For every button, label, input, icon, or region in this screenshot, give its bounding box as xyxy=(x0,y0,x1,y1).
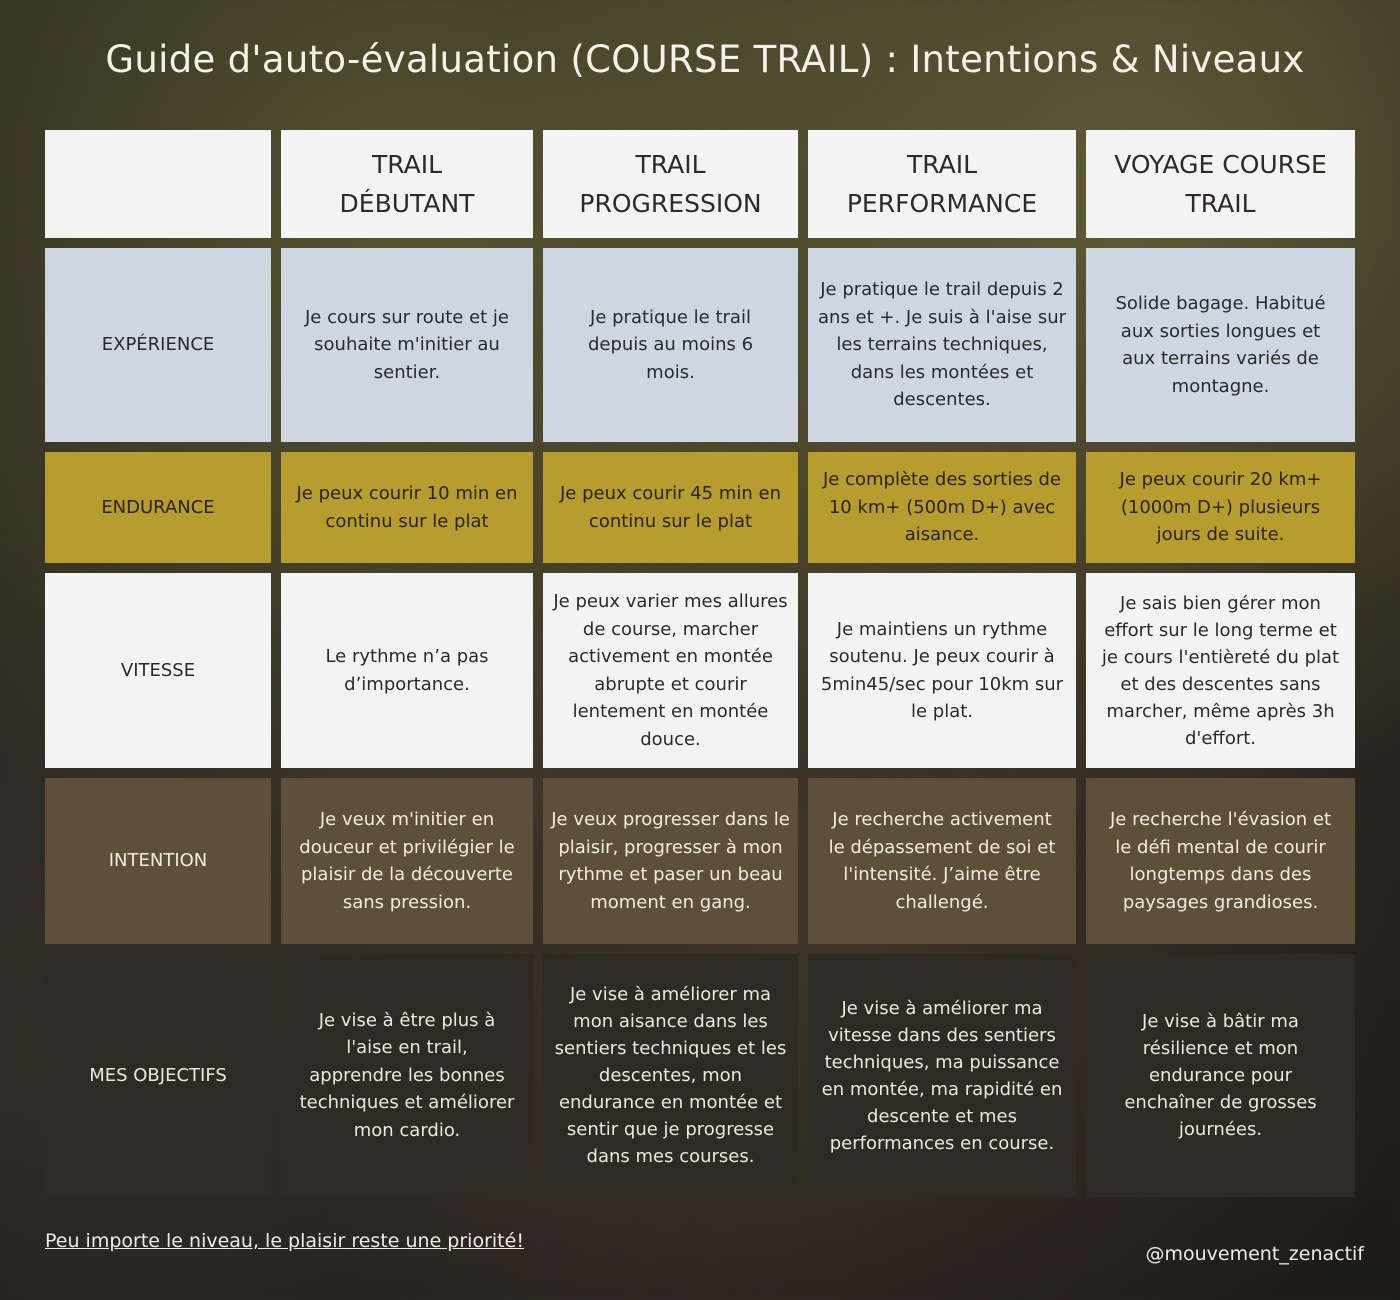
row-label-intention: INTENTION xyxy=(45,778,271,944)
cell-intention-progression: Je veux progresser dans le plaisir, progresser à mon rythme et paser un beau moment en gang. xyxy=(543,778,798,944)
column-header-performance: TRAIL PERFORMANCE xyxy=(808,130,1076,238)
cell-vitesse-debutant: Le rythme n’a pas d’importance. xyxy=(281,573,533,768)
column-header-debutant: TRAIL DÉBUTANT xyxy=(281,130,533,238)
cell-endurance-voyage: Je peux courir 20 km+ (1000m D+) plusieurs jours de suite. xyxy=(1086,452,1355,563)
cell-vitesse-progression: Je peux varier mes allures de course, marcher activement en montée abrupte et courir lentement en montée douce. xyxy=(543,573,798,768)
cell-endurance-debutant: Je peux courir 10 min en continu sur le plat xyxy=(281,452,533,563)
cell-experience-performance: Je pratique le trail depuis 2 ans et +. Je suis à l'aise sur les terrains techniques, dans les montées et descentes. xyxy=(808,248,1076,442)
page-title: Guide d'auto-évaluation (COURSE TRAIL) : Intentions & Niveaux xyxy=(105,38,1305,81)
cell-experience-debutant: Je cours sur route et je souhaite m'initier au sentier. xyxy=(281,248,533,442)
footer-note: Peu importe le niveau, le plaisir reste une priorité! xyxy=(45,1230,524,1252)
cell-objectifs-performance: Je vise à améliorer ma vitesse dans des sentiers techniques, ma puissance en montée, ma rapidité en descente et mes performances en course. xyxy=(808,954,1076,1197)
header-empty-cell xyxy=(45,130,271,238)
cell-vitesse-voyage: Je sais bien gérer mon effort sur le long terme et je cours l'entièreté du plat et des descentes sans marcher, même après 3h d'effort. xyxy=(1086,573,1355,768)
cell-endurance-performance: Je complète des sorties de 10 km+ (500m D+) avec aisance. xyxy=(808,452,1076,563)
footer-handle: @mouvement_zenactif xyxy=(1145,1243,1364,1265)
cell-intention-performance: Je recherche activement le dépassement de soi et l'intensité. J’aime être challengé. xyxy=(808,778,1076,944)
cell-intention-voyage: Je recherche l'évasion et le défi mental de courir longtemps dans des paysages grandioses. xyxy=(1086,778,1355,944)
row-label-endurance: ENDURANCE xyxy=(45,452,271,563)
column-header-voyage: VOYAGE COURSE TRAIL xyxy=(1086,130,1355,238)
column-header-progression: TRAIL PROGRESSION xyxy=(543,130,798,238)
cell-endurance-progression: Je peux courir 45 min en continu sur le plat xyxy=(543,452,798,563)
cell-experience-voyage: Solide bagage. Habitué aux sorties longues et aux terrains variés de montagne. xyxy=(1086,248,1355,442)
cell-vitesse-performance: Je maintiens un rythme soutenu. Je peux courir à 5min45/sec pour 10km sur le plat. xyxy=(808,573,1076,768)
row-label-objectifs: MES OBJECTIFS xyxy=(45,954,271,1197)
cell-intention-debutant: Je veux m'initier en douceur et privilégier le plaisir de la découverte sans pression. xyxy=(281,778,533,944)
cell-objectifs-debutant: Je vise à être plus à l'aise en trail, apprendre les bonnes techniques et améliorer mon cardio. xyxy=(281,954,533,1197)
row-label-vitesse: VITESSE xyxy=(45,573,271,768)
row-label-experience: EXPÉRIENCE xyxy=(45,248,271,442)
cell-objectifs-progression: Je vise à améliorer ma mon aisance dans les sentiers techniques et les descentes, mon endurance en montée et sentir que je progresse dans mes courses. xyxy=(543,954,798,1197)
cell-objectifs-voyage: Je vise à bâtir ma résilience et mon endurance pour enchaîner de grosses journées. xyxy=(1086,954,1355,1197)
cell-experience-progression: Je pratique le trail depuis au moins 6 mois. xyxy=(543,248,798,442)
